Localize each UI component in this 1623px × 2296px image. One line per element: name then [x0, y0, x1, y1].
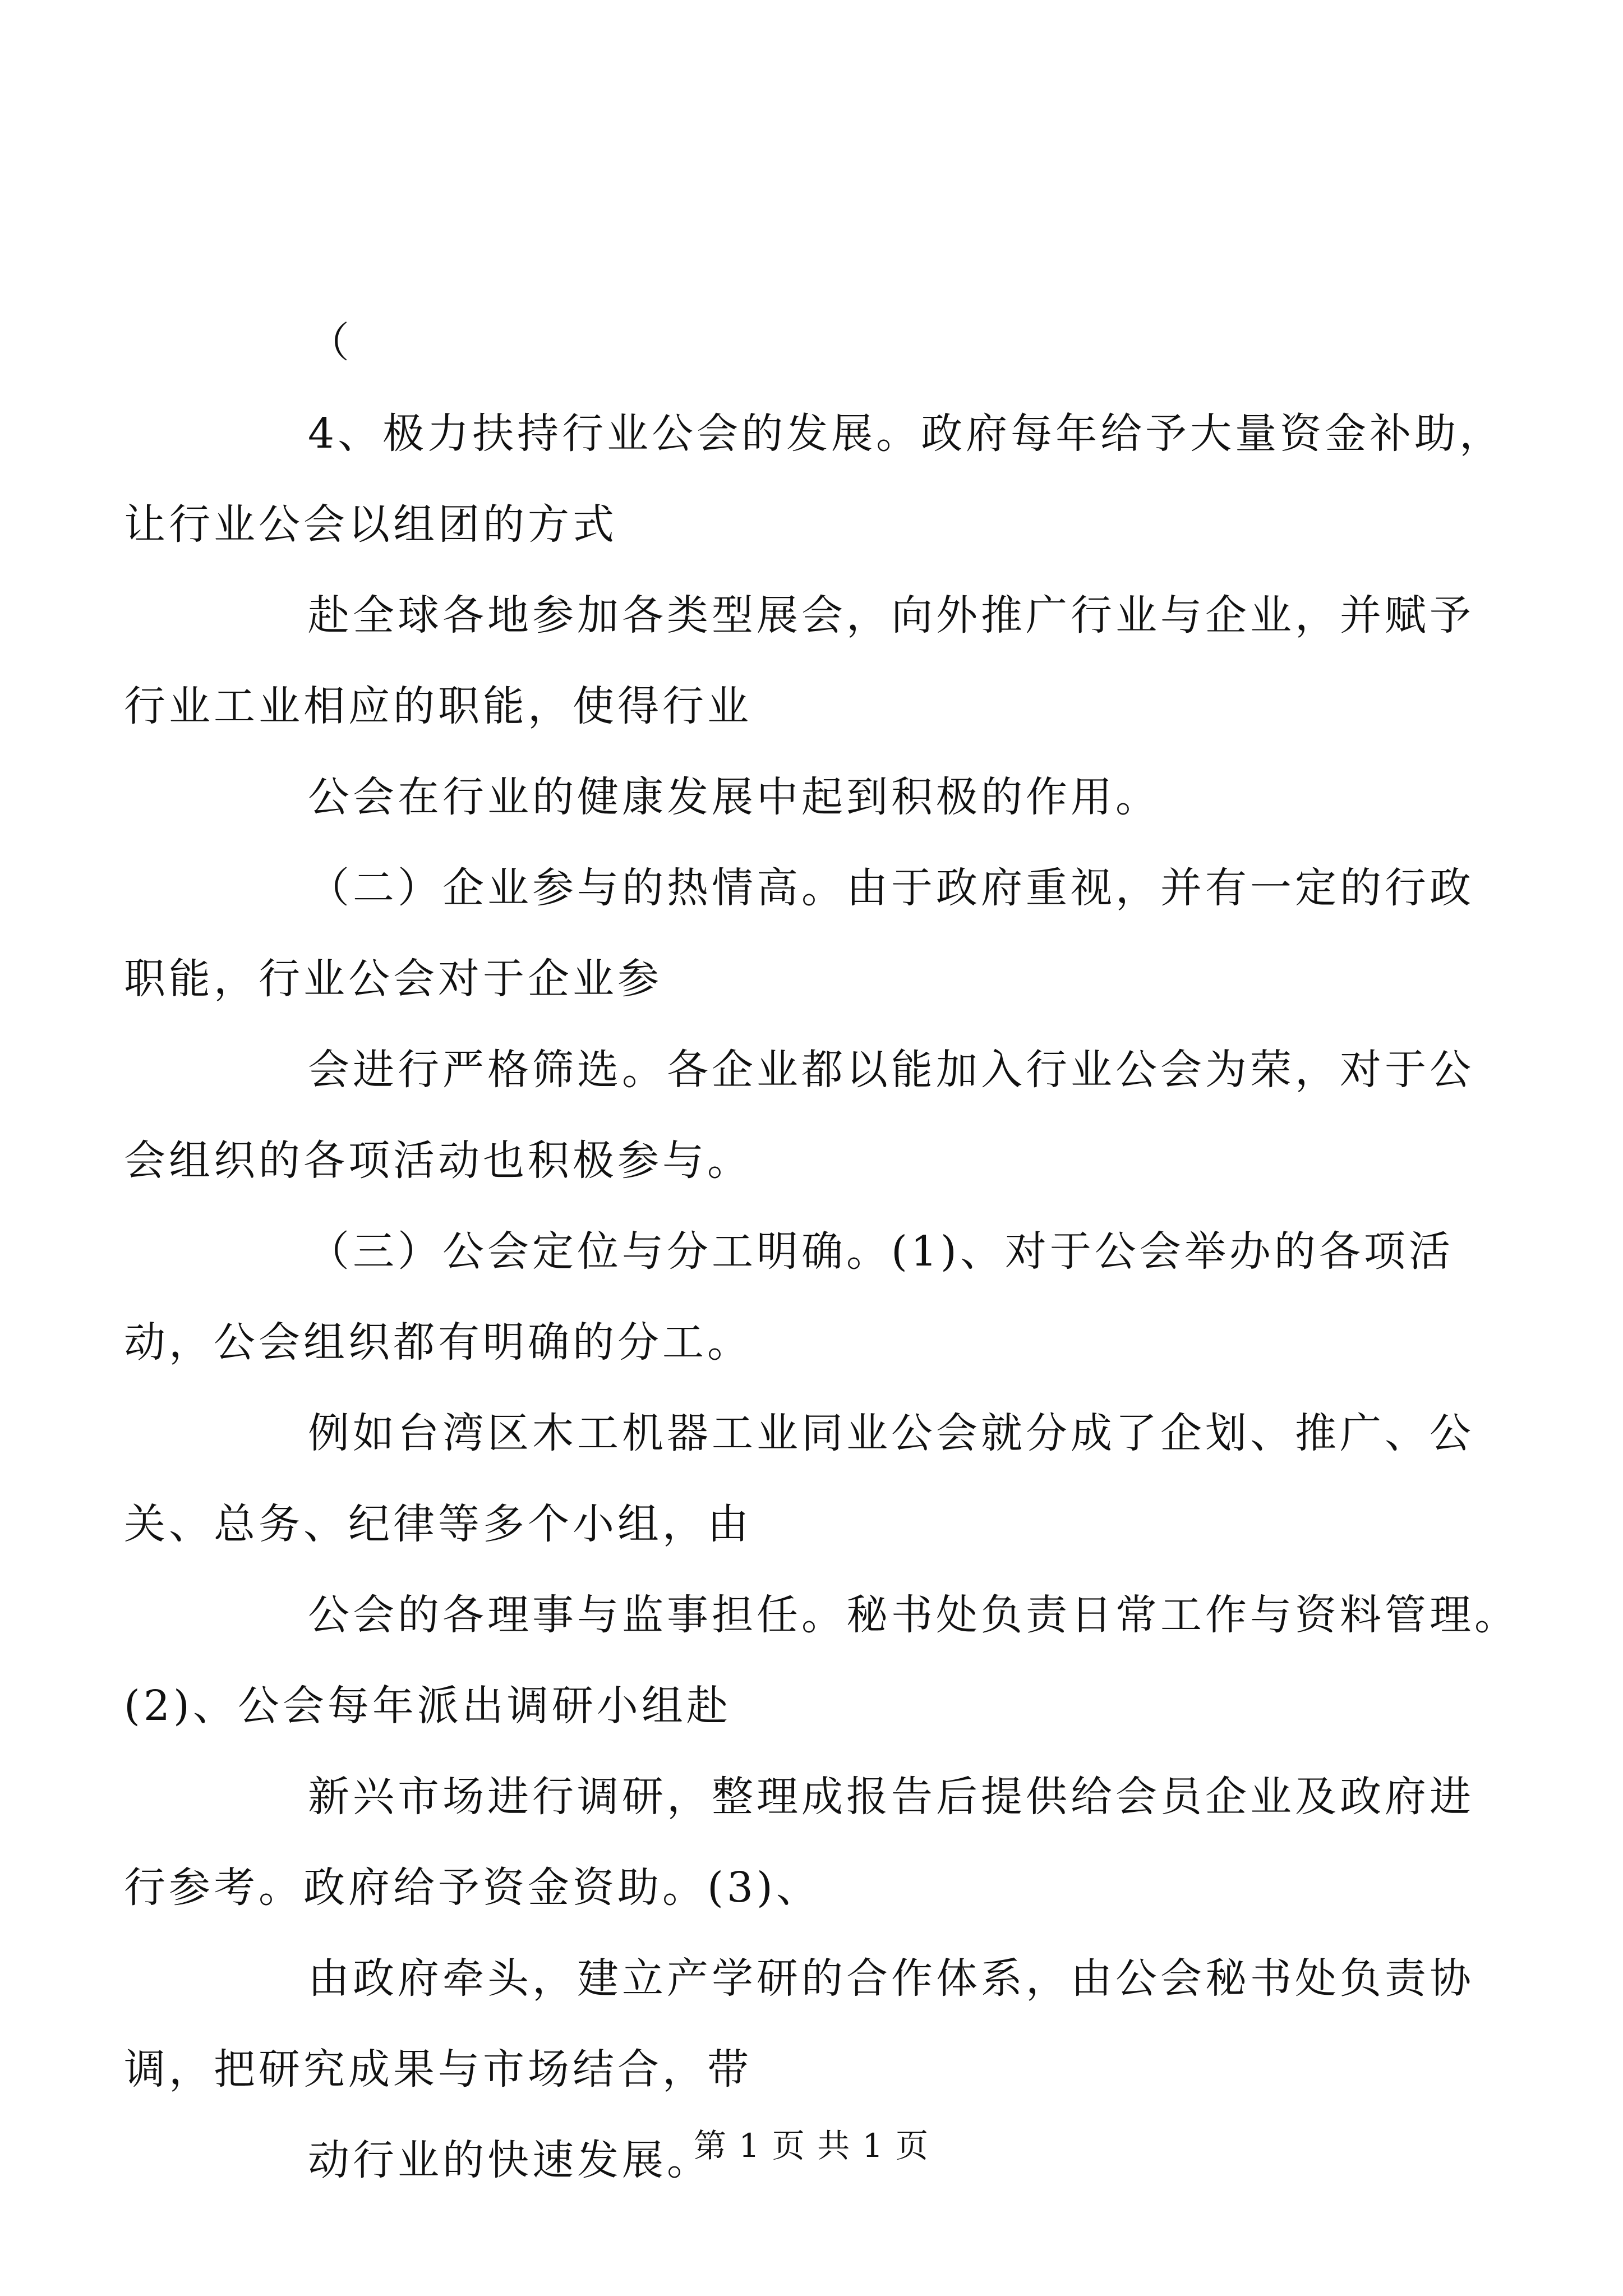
text-line: 行参考。政府给予资金资助。(3)、 — [124, 1864, 821, 1912]
paragraph — [124, 843, 1474, 1024]
page-footer — [0, 2123, 1623, 2168]
paragraph — [124, 1570, 1519, 1751]
text-line: 关、总务、纪律等多个小组，由 — [124, 1500, 752, 1548]
text-line: 新兴市场进行调研，整理成报告后提供给会员企业及政府进 — [308, 1773, 1474, 1821]
text-line: 行业工业相应的职能，使得行业 — [124, 682, 752, 730]
text-line: 会组织的各项活动也积极参与。 — [124, 1137, 752, 1185]
page-number: 第 1 页 共 1 页 — [694, 2127, 929, 2165]
text-line: (2)、公会每年派出调研小组赴 — [124, 1682, 731, 1730]
text-line: 职能，行业公会对于企业参 — [124, 955, 662, 1003]
paragraph — [124, 1388, 1474, 1570]
text-line: 会进行严格筛选。各企业都以能加入行业公会为荣，对于公 — [308, 1046, 1474, 1094]
paragraph — [124, 1206, 1454, 1388]
paragraph — [124, 1933, 1474, 2115]
paragraph — [124, 1751, 1474, 1933]
text-line: （三）公会定位与分工明确。(1)、对于公会举办的各项活 — [308, 1227, 1454, 1276]
text-line: （二）企业参与的热情高。由于政府重视，并有一定的行政 — [308, 864, 1474, 912]
text-line: 公会的各理事与监事担任。秘书处负责日常工作与资料管理。 — [308, 1591, 1519, 1639]
paragraph — [124, 388, 1505, 570]
text-line: 动，公会组织都有明确的分工。 — [124, 1318, 752, 1366]
text-line: 4、极力扶持行业公会的发展。政府每年给予大量资金补助， — [308, 409, 1505, 458]
text-line: 动行业的快速发展。 — [308, 2136, 712, 2184]
text-line: 调，把研究成果与市场结合，带 — [124, 2045, 752, 2093]
text-line: 赴全球各地参加各类型展会，向外推广行业与企业，并赋予 — [308, 591, 1474, 639]
text-line: 让行业公会以组团的方式 — [124, 500, 617, 549]
text-line: 公会在行业的健康发展中起到积极的作用。 — [308, 773, 1160, 821]
text-line: 例如台湾区木工机器工业同业公会就分成了企划、推广、公 — [308, 1409, 1474, 1457]
text-line: （ — [308, 319, 353, 367]
paragraph — [124, 1024, 1474, 1206]
document-body — [124, 297, 1519, 2206]
paragraph — [124, 570, 1474, 752]
paragraph — [216, 297, 1422, 388]
paragraph — [216, 752, 1422, 843]
text-line: 由政府牵头，建立产学研的合作体系，由公会秘书处负责协 — [308, 1954, 1474, 2003]
